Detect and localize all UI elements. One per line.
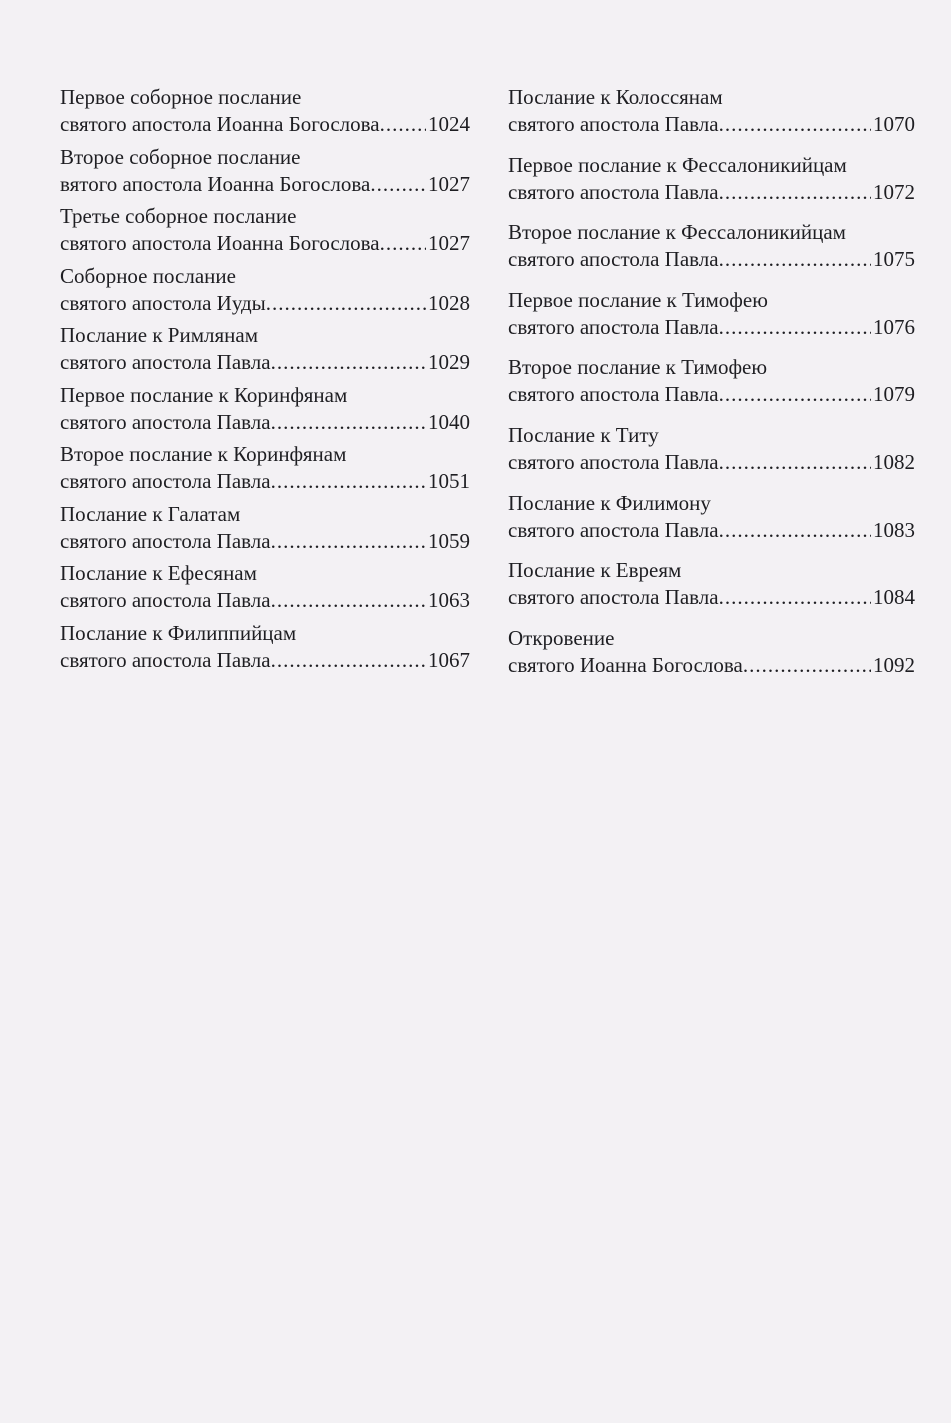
toc-entry-subtitle: святого апостола Павла bbox=[508, 314, 719, 339]
toc-entry-subtitle: святого апостола Павла bbox=[508, 517, 719, 542]
toc-entry bbox=[60, 263, 470, 323]
toc-page-number: 1092 bbox=[873, 652, 915, 677]
toc-entry bbox=[508, 219, 915, 287]
leader-dots bbox=[380, 230, 426, 257]
toc-entry-title: Послание к Евреям bbox=[508, 558, 682, 583]
leader-dots bbox=[271, 528, 426, 555]
leader-dots bbox=[719, 449, 871, 476]
toc-entry-subtitle: святого апостола Павла bbox=[508, 382, 719, 407]
toc-entry-subtitle: святого апостола Павла bbox=[508, 585, 719, 610]
toc-entry bbox=[60, 501, 470, 561]
toc-entry-title: Первое соборное послание bbox=[60, 85, 302, 109]
toc-page-number: 1063 bbox=[428, 588, 470, 612]
leader-dots bbox=[719, 517, 871, 544]
toc-entry-subtitle: святого апостола Павла bbox=[60, 647, 271, 672]
toc-entry-title: Послание к Галатам bbox=[60, 501, 241, 526]
toc-page-number: 1029 bbox=[428, 350, 470, 374]
leader-dots bbox=[719, 584, 871, 611]
show-through-heading bbox=[0, 1228, 951, 1264]
toc-entry bbox=[60, 322, 470, 382]
toc-column-right bbox=[508, 84, 915, 692]
toc-entry-subtitle: святого апостола Павла bbox=[60, 469, 271, 493]
toc-entry-title: Второе послание к Фессалоникийцам bbox=[508, 220, 846, 245]
toc-entry-subtitle: святого апостола Павла bbox=[60, 588, 271, 612]
toc-entry-title: Соборное послание bbox=[60, 263, 236, 288]
leader-dots bbox=[743, 652, 871, 679]
toc-entry-subtitle: святого апостола Павла bbox=[60, 409, 271, 434]
toc-entry-subtitle: святого апостола Иоанна Богослова bbox=[60, 231, 380, 255]
leader-dots bbox=[271, 647, 426, 674]
toc-entry bbox=[508, 152, 915, 220]
toc-entry-subtitle: святого апостола Павла bbox=[60, 350, 271, 374]
toc-page-number: 1082 bbox=[873, 449, 915, 474]
toc-page-number: 1059 bbox=[428, 528, 470, 553]
toc-page-number: 1084 bbox=[873, 585, 915, 610]
leader-dots bbox=[266, 290, 426, 317]
show-through-text bbox=[60, 700, 915, 1160]
toc-entry bbox=[60, 560, 470, 620]
leader-dots bbox=[719, 314, 871, 341]
toc-entry-subtitle: вятого апостола Иоанна Богослова bbox=[60, 171, 371, 196]
toc-entry-subtitle: святого апостола Павла bbox=[60, 528, 271, 553]
toc-entry-subtitle: святого апостола Павла bbox=[508, 112, 719, 136]
toc-page-number: 1040 bbox=[428, 409, 470, 434]
toc-page-number: 1070 bbox=[873, 112, 915, 136]
leader-dots bbox=[380, 111, 426, 138]
toc-page-number: 1076 bbox=[873, 314, 915, 339]
toc-page-number: 1027 bbox=[428, 231, 470, 255]
toc-entry-title: Третье соборное послание bbox=[60, 204, 297, 228]
leader-dots bbox=[719, 179, 871, 206]
toc-entry bbox=[508, 287, 915, 355]
leader-dots bbox=[271, 587, 426, 614]
toc-entry-subtitle: святого апостола Иоанна Богослова bbox=[60, 112, 380, 136]
toc-entry-title: Первое послание к Коринфянам bbox=[60, 382, 348, 407]
toc-entry bbox=[508, 84, 915, 152]
toc-column-left bbox=[60, 84, 470, 679]
toc-entry bbox=[508, 625, 915, 693]
leader-dots bbox=[271, 409, 426, 436]
toc-page-number: 1083 bbox=[873, 517, 915, 542]
toc-page-number: 1027 bbox=[428, 171, 470, 196]
toc-entry-title: Второе послание к Коринфянам bbox=[60, 442, 347, 466]
toc-page-number: 1024 bbox=[428, 112, 470, 136]
toc-entry-subtitle: святого апостола Павла bbox=[508, 247, 719, 272]
leader-dots bbox=[719, 246, 871, 273]
toc-page-number: 1075 bbox=[873, 247, 915, 272]
toc-entry bbox=[60, 382, 470, 442]
toc-entry-subtitle: святого апостола Павла bbox=[508, 179, 719, 204]
toc-page-number: 1079 bbox=[873, 382, 915, 407]
toc-entry-title: Первое послание к Фессалоникийцам bbox=[508, 152, 847, 177]
toc-entry-subtitle: святого апостола Иуды bbox=[60, 290, 266, 315]
toc-entry-subtitle: святого апостола Павла bbox=[508, 449, 719, 474]
leader-dots bbox=[719, 381, 871, 408]
toc-entry-title: Послание к Филимону bbox=[508, 490, 711, 515]
toc-entry-title: Второе послание к Тимофею bbox=[508, 355, 768, 380]
toc-entry bbox=[60, 441, 470, 501]
toc-page-number: 1051 bbox=[428, 469, 470, 493]
toc-entry bbox=[508, 490, 915, 558]
toc-entry bbox=[60, 84, 470, 144]
toc-page-number: 1028 bbox=[428, 290, 470, 315]
toc-entry-title: Второе соборное послание bbox=[60, 144, 301, 169]
leader-dots bbox=[271, 468, 426, 495]
toc-entry-title: Послание к Титу bbox=[508, 422, 659, 447]
toc-entry-title: Послание к Филиппийцам bbox=[60, 620, 297, 645]
toc-entry-title: Откровение bbox=[508, 625, 615, 650]
toc-page-number: 1072 bbox=[873, 179, 915, 204]
toc-entry bbox=[60, 203, 470, 263]
toc-entry bbox=[60, 620, 470, 680]
toc-entry-title: Послание к Римлянам bbox=[60, 323, 259, 347]
toc-entry-title: Послание к Ефесянам bbox=[60, 561, 257, 585]
leader-dots bbox=[719, 111, 871, 138]
toc-entry bbox=[508, 422, 915, 490]
toc-entry bbox=[508, 354, 915, 422]
toc-entry bbox=[60, 144, 470, 204]
toc-entry-title: Послание к Колоссянам bbox=[508, 85, 723, 109]
toc-entry-title: Первое послание к Тимофею bbox=[508, 287, 768, 312]
toc-entry-subtitle: святого Иоанна Богослова bbox=[508, 652, 743, 677]
toc-page-number: 1067 bbox=[428, 647, 470, 672]
toc-entry bbox=[508, 557, 915, 625]
leader-dots bbox=[370, 171, 426, 198]
leader-dots bbox=[271, 349, 426, 376]
